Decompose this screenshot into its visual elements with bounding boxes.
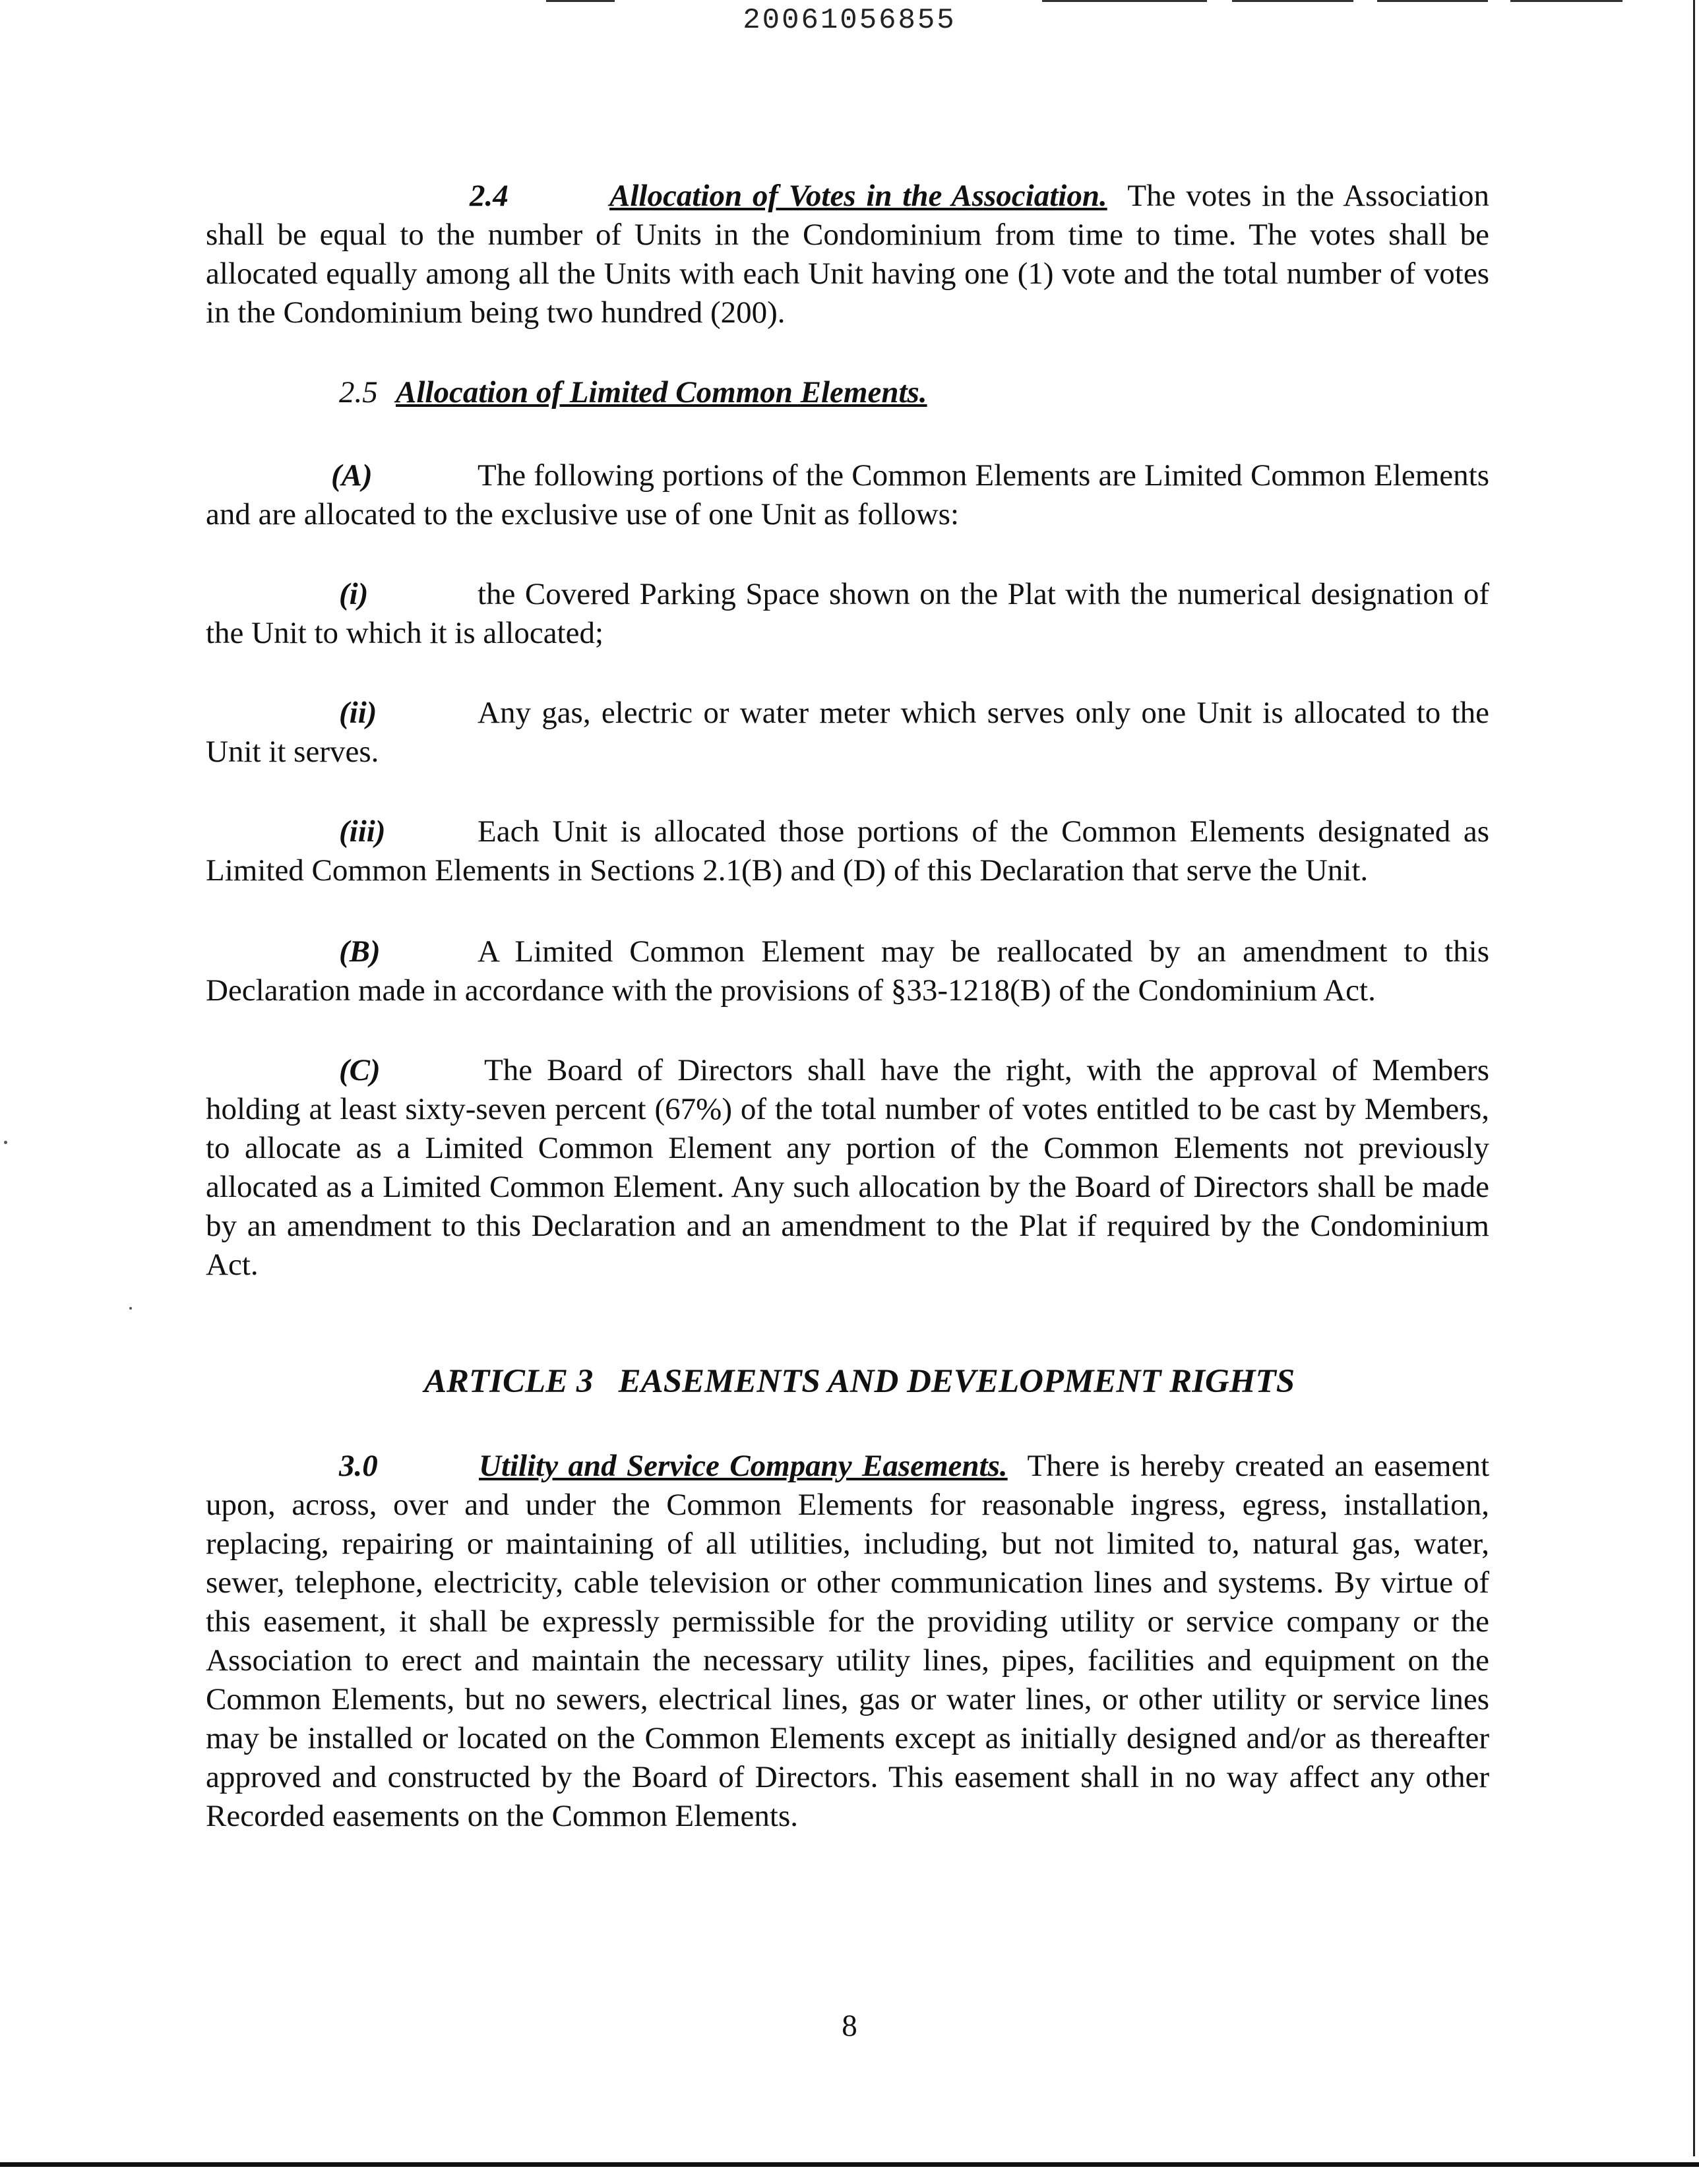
item-text: the Covered Parking Space shown on the Plat with the numerical designation of the Unit to which it is allocated;	[206, 577, 1489, 650]
section-3-0	[206, 1447, 1489, 1836]
section-text: The votes in the Association shall be equal to the number of Units in the Condominium from time to time. The votes shall be allocated equally among all the Units with each Unit having one (1) vote and the total number of votes in the Condominium being two hundred (200).	[206, 179, 1489, 330]
scan-right-edge	[1693, 0, 1695, 2156]
article-title: ARTICLE 3 EASEMENTS AND DEVELOPMENT RIGHTS	[423, 1363, 1295, 1400]
item-i	[206, 575, 1489, 653]
subsection-text: The Board of Directors shall have the right, with the approval of Members holding at least sixty-seven percent (67%) of the total number of votes entitled to be cast by Members, to allocate as a Limited Common Element any portion of the Common Elements not previously allocated as a Limited Common Element. Any such allocation by the Board of Directors shall be made by an amendment to this Declaration and an amendment to the Plat if required by the Condominium Act.	[206, 1053, 1489, 1282]
section-2-4	[206, 177, 1489, 332]
section-title: Allocation of Limited Common Elements.	[396, 375, 927, 410]
scan-speck	[129, 1307, 132, 1310]
scan-top-rule	[1232, 0, 1353, 2]
subsection-b	[206, 932, 1489, 1010]
item-label: (iii)	[339, 814, 386, 849]
section-number: 2.5	[339, 375, 378, 410]
page-number: 8	[842, 2009, 857, 2043]
scan-speck	[4, 1141, 7, 1144]
recording-number: 20061056855	[743, 4, 956, 37]
scan-top-rule	[1042, 0, 1207, 2]
item-text: Any gas, electric or water meter which serves only one Unit is allocated to the Unit it serves.	[206, 696, 1489, 769]
item-label: (ii)	[339, 696, 377, 730]
subsection-label: (A)	[331, 458, 373, 493]
section-title: Utility and Service Company Easements.	[479, 1449, 1008, 1483]
item-iii	[206, 812, 1489, 890]
section-title: Allocation of Votes in the Association.	[609, 179, 1107, 213]
item-text: Each Unit is allocated those portions of the Common Elements designated as Limited Common Elements in Sections 2.1(B) and (D) of this Declaration that serve the Unit.	[206, 814, 1489, 888]
subsection-label: (B)	[339, 934, 381, 969]
scan-top-rule	[1510, 0, 1622, 2]
scan-top-rule	[1377, 0, 1488, 2]
scan-top-rule	[546, 0, 615, 2]
subsection-text: The following portions of the Common Elements are Limited Common Elements and are allocated to the exclusive use of one Unit as follows:	[206, 458, 1489, 531]
subsection-text: A Limited Common Element may be reallocated by an amendment to this Declaration made in accordance with the provisions of §33-1218(B) of the Condominium Act.	[206, 934, 1489, 1008]
subsection-a	[206, 456, 1489, 534]
scan-bottom-bar	[0, 2162, 1699, 2167]
section-2-5	[206, 373, 1489, 412]
section-number: 2.4	[470, 179, 509, 213]
subsection-c	[206, 1051, 1489, 1285]
section-number: 3.0	[339, 1449, 378, 1483]
item-label: (i)	[339, 577, 369, 611]
section-text: There is hereby created an easement upon, across, over and under the Common Elements for reasonable ingress, egress, installation, replacing, repairing or maintaining of all utilities, including, but not limited to, natural gas, water, sewer, telephone, electricity, cable television or other communication lines and systems. By virtue of this easement, it shall be expressly permissible for the providing utility or service company or the Association to erect and maintain the necessary utility lines, pipes, facilities and equipment on the Common Elements, but no sewers, electrical lines, gas or water lines, or other utility or service lines may be installed or located on the Common Elements except as initially designed and/or as thereafter approved and constructed by the Board of Directors. This easement shall in no way affect any other Recorded easements on the Common Elements.	[206, 1449, 1490, 1833]
item-ii	[206, 694, 1489, 772]
subsection-label: (C)	[339, 1053, 381, 1087]
